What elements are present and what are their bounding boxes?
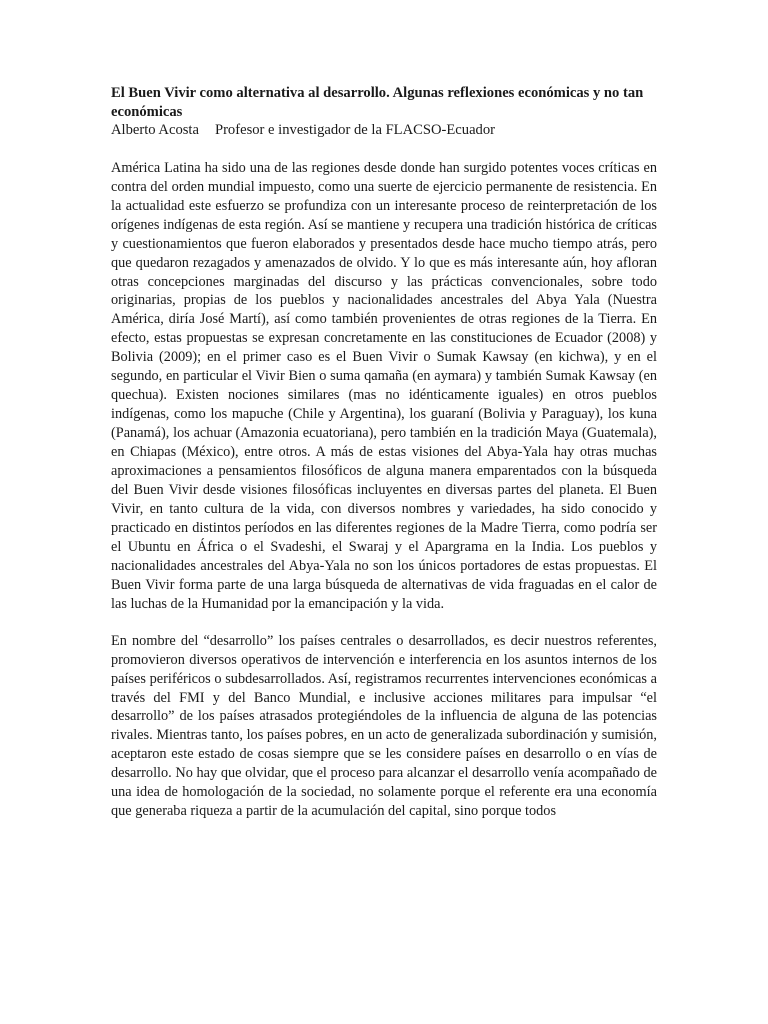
author-name: Alberto Acosta [111, 122, 199, 139]
body-paragraph: En nombre del “desarrollo” los países centrales o desarrollados, es decir nuestros referentes, promovieron diversos operativos de intervención e interferencia en los asuntos internos de los países periféricos o subdesarrollados. Así, registramos recurrentes intervenciones económicas a través del FMI y del Banco Mundial, e inclusive acciones militares para impulsar “el desarrollo” de los países atrasados protegiéndoles de la influencia de alguna de las potencias rivales. Mientras tanto, los países pobres, en un acto de generalizada subordinación y sumisión, aceptaron este estado de cosas siempre que se les considere países en desarrollo o en vías de desarrollo. No hay que olvidar, que el proceso para alcanzar el desarrollo venía acompañado de una idea de homologación de la sociedad, no solamente porque el referente era una economía que generaba riqueza a partir de la acumulación del capital, sino porque todos [111, 632, 657, 820]
byline [111, 121, 657, 140]
author-affiliation: Profesor e investigador de la FLACSO-Ecuador [214, 122, 496, 139]
document-page [111, 84, 657, 821]
document-title: El Buen Vivir como alternativa al desarrollo. Algunas reflexiones económicas y no tan económicas [111, 85, 644, 120]
body-paragraph: América Latina ha sido una de las regiones desde donde han surgido potentes voces críticas en contra del orden mundial impuesto, como una suerte de ejercicio permanente de resistencia. En la actualidad este esfuerzo se profundiza con un interesante proceso de reinterpretación de los orígenes indígenas de esta región. Así se mantiene y recupera una tradición histórica de críticas y cuestionamientos que fueron elaborados y presentados desde hace mucho tiempo atrás, pero que quedaron rezagados y amenazados de olvido. Y lo que es más interesante aún, hoy afloran otras concepciones marginadas del discurso y las prácticas convencionales, sobre todo originarias, propias de los pueblos y nacionalidades ancestrales del Abya Yala (Nuestra América, diría José Martí), así como también provenientes de otras regiones de la Tierra. En efecto, estas propuestas se expresan concretamente en las constituciones de Ecuador (2008) y Bolivia (2009); en el primer caso es el Buen Vivir o Sumak Kawsay (en kichwa), y en el segundo, en particular el Vivir Bien o suma qamaña (en aymara) y también Sumak Kawsay (en quechua). Existen nociones similares (mas no idénticamente iguales) en otros pueblos indígenas, como los mapuche (Chile y Argentina), los guaraní (Bolivia y Paraguay), los kuna (Panamá), los achuar (Amazonia ecuatoriana), pero también en la tradición Maya (Guatemala), en Chiapas (México), entre otros. A más de estas visiones del Abya-Yala hay otras muchas aproximaciones a pensamientos filosóficos de alguna manera emparentados con la búsqueda del Buen Vivir desde visiones filosóficas incluyentes en diversas partes del planeta. El Buen Vivir, en tanto cultura de la vida, con diversos nombres y variedades, ha sido conocido y practicado en distintos períodos en las diferentes regiones de la Madre Tierra, como podría ser el Ubuntu en África o el Svadeshi, el Swaraj y el Apargrama en la India. Los pueblos y nacionalidades ancestrales del Abya-Yala no son los únicos portadores de estas propuestas. El Buen Vivir forma parte de una larga búsqueda de alternativas de vida fraguadas en el calor de las luchas de la Humanidad por la emancipación y la vida. [111, 159, 657, 612]
